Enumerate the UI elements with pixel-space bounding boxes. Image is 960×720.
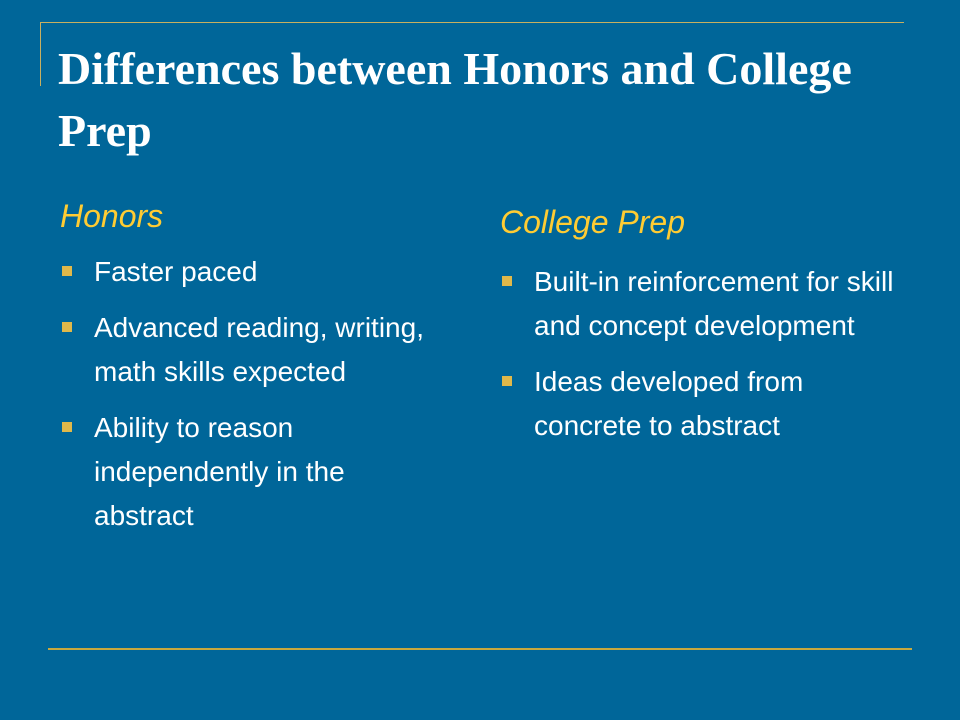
bullet-text: Faster paced — [94, 256, 258, 287]
slide-title: Differences between Honors and College Prep — [58, 43, 852, 156]
bullet-text: Advanced reading, writing, math skills expected — [94, 312, 424, 387]
column-honors — [60, 196, 460, 550]
square-bullet-icon — [62, 322, 72, 332]
frame-top-rule — [40, 22, 904, 23]
bullet-text: Ability to reason independently in the abstract — [94, 412, 345, 531]
bullet-list-honors — [60, 250, 460, 538]
square-bullet-icon — [502, 276, 512, 286]
column-heading-honors: Honors — [60, 198, 164, 234]
list-item — [60, 250, 439, 294]
column-heading-college-prep: College Prep — [500, 204, 685, 240]
list-item — [60, 306, 439, 394]
bullet-text: Ideas developed from concrete to abstract — [534, 366, 804, 441]
frame-left-rule — [40, 22, 41, 86]
bullet-text: Built-in reinforcement for skill and concept development — [534, 266, 894, 341]
list-item — [500, 260, 904, 348]
column-college-prep — [500, 202, 900, 460]
list-item — [500, 360, 904, 448]
list-item — [60, 406, 439, 538]
square-bullet-icon — [62, 266, 72, 276]
square-bullet-icon — [502, 376, 512, 386]
square-bullet-icon — [62, 422, 72, 432]
bullet-list-college-prep — [500, 260, 900, 448]
footer-rule — [48, 648, 912, 650]
